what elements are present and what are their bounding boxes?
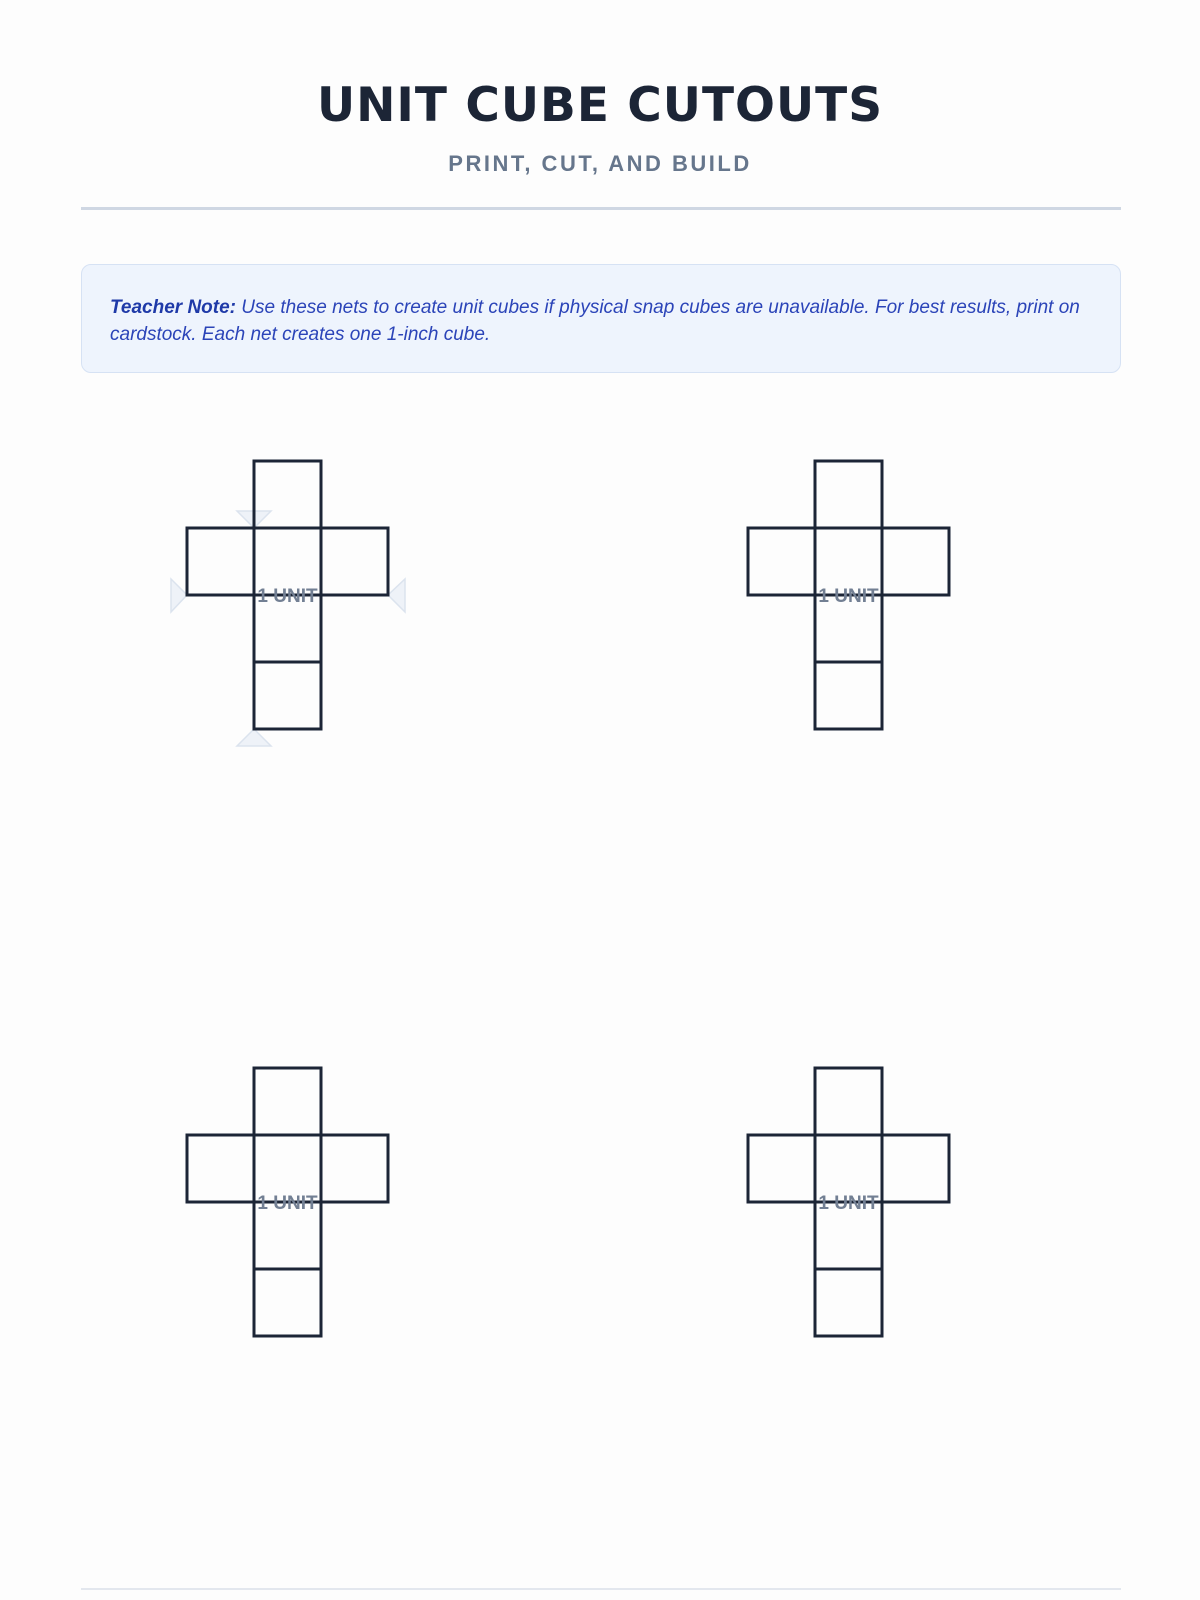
net-face-3	[815, 528, 882, 595]
net-face-1	[815, 1068, 882, 1135]
net-face-3	[254, 528, 321, 595]
glue-tab-3	[388, 579, 405, 612]
footer-divider	[81, 1588, 1121, 1590]
glue-tab-2	[171, 579, 187, 612]
unit-label: 1 UNIT	[257, 586, 318, 607]
net-face-4	[321, 528, 388, 595]
net-face-4	[882, 528, 949, 595]
net-face-4	[882, 1135, 949, 1202]
net-face-2	[187, 1135, 254, 1202]
unit-label: 1 UNIT	[818, 586, 879, 607]
cube-net-2	[748, 461, 949, 729]
cube-net-4	[748, 1068, 949, 1336]
cube-net-3	[187, 1068, 388, 1336]
net-face-2	[748, 528, 815, 595]
net-face-6	[815, 1269, 882, 1336]
teacher-note-label: Teacher Note:	[110, 297, 236, 318]
page-subtitle: PRINT, CUT, AND BUILD	[448, 151, 752, 176]
unit-label: 1 UNIT	[818, 1193, 879, 1214]
net-face-6	[254, 662, 321, 729]
net-face-2	[187, 528, 254, 595]
unit-label: 1 UNIT	[257, 1193, 318, 1214]
teacher-note-text: Use these nets to create unit cubes if physical snap cubes are unavailable. For best results, print on cardstock. Each net creates one 1-inch cube.	[110, 297, 1080, 345]
net-face-6	[254, 1269, 321, 1336]
net-face-3	[815, 1135, 882, 1202]
net-face-6	[815, 662, 882, 729]
glue-tab-4	[237, 729, 271, 746]
net-face-1	[815, 461, 882, 528]
net-face-2	[748, 1135, 815, 1202]
cube-net-1	[171, 461, 405, 746]
net-face-1	[254, 1068, 321, 1135]
page-title: UNIT CUBE CUTOUTS	[316, 78, 884, 133]
net-face-4	[321, 1135, 388, 1202]
net-face-3	[254, 1135, 321, 1202]
